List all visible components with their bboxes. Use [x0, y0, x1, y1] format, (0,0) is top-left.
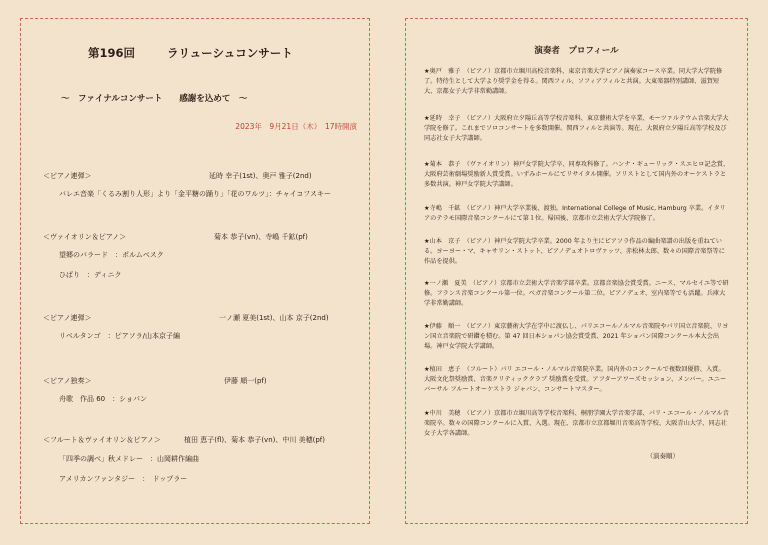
item-performers: 伊藤 順一(pf) — [224, 377, 267, 385]
closing-note: （演奏順） — [646, 452, 679, 460]
profile-entry: ★植田 恵子 （フルート）パリ エコール・ノルマル音楽院卒業。国内外のコンクールで複数回優勝、入賞。大阪文化祭奨励賞、音楽クリティッククラブ 奨励賞を受賞。アフターアワーズセッション、メンバー。ユニーバーサル フルートオーケストラ ジャパン、コンサートマスター。 — [424, 366, 727, 394]
item-performers: 一ノ瀬 夏美(1st)、山本 京子(2nd) — [219, 314, 329, 322]
item-performers: 延時 幸子(1st)、奥戸 雅子(2nd) — [209, 172, 312, 180]
item-piece: 舟歌 作品 60 ：ショパン — [59, 395, 147, 403]
item-piece: 「四季の調べ」秋メドレー ：山岡耕作編曲 — [59, 455, 199, 463]
item-piece: バレエ音楽「くるみ割り人形」より「金平糖の踊り」「花のワルツ」：チャイコフスキー — [59, 190, 332, 198]
subtitle: ～ ファイナルコンサート 感謝を込めて ～ — [61, 94, 248, 104]
item-heading: ＜ヴァイオリン＆ピアノ＞ — [43, 233, 127, 241]
profile-heading: 演奏者 プロフィール — [534, 46, 619, 56]
item-piece: アメリカンファンタジー ： ドップラー — [59, 475, 188, 483]
item-heading: ＜ピアノ独奏＞ — [43, 377, 92, 385]
edition: 第196回 — [88, 46, 136, 60]
program-panel — [20, 18, 370, 524]
item-piece: ひばり ：ディニク — [59, 271, 122, 279]
profile-entry: ★中川 美穂 （ピアノ）京都市立堀川高等学校音楽科、桐朋学園大学音楽学部、パリ・エコール・ノルマル音楽院卒。数々の国際コンクールに入賞、入選。現在、京都市立京都堀川音楽高等学校、大阪青山大学、同志社女子大学各講師。 — [424, 410, 729, 438]
profile-entry: ★菊本 恭子 （ヴァイオリン）神戸女学院大学卒、同専攻科修了。ハンナ・ギューリック・スエヒロ記念賞、大阪府芸術劇場奨励新人賞受賞。いずみホールにてリサイタル開催。ソリストとして国内外のオーケストラと多数共演。神戸女学院大学講師。 — [424, 161, 730, 189]
item-heading: ＜フルート＆ヴァイオリン＆ピアノ＞ — [43, 436, 161, 444]
item-heading: ＜ピアノ連弾＞ — [43, 314, 92, 322]
item-performers: 植田 恵子(fl)、菊本 恭子(vn)、中川 美穂(pf) — [184, 436, 325, 444]
title: ラリューシュコンサート — [167, 46, 293, 60]
concert-title — [88, 45, 293, 61]
profile-entry: ★一ノ瀬 夏美 （ピアノ）京都市立芸術大学音楽学部卒業。京都音楽協会賞受賞。ニース、マルセイユ等で研修。フランス音楽コンクール第一位。ベガ音楽コンクール第二位。ピアノデュオ、室内楽等でも活躍。兵庫大学非常勤講師。 — [424, 280, 729, 308]
item-piece: 望郷のバラード ：ポルムベスク — [59, 251, 164, 259]
profile-entry: ★寺嶋 千鉱 （ピアノ）神戸大学卒業後、渡独。International College of Music, Hamburg 卒業。イタリアのテラモ国際音楽コンクールにて第１位。帰国後、京都市立芸術大学大学院修了。 — [424, 205, 726, 223]
concert-date: 2023年 9月21日（木） 17時開演 — [235, 122, 357, 131]
item-heading: ＜ピアノ連弾＞ — [43, 172, 92, 180]
item-piece: リベルタンゴ ：ピアソラ/山本京子編 — [59, 332, 180, 340]
profile-entry: ★伊藤 順一 （ピアノ）東京藝術大学在学中に渡仏し、パリエコールノルマル音楽院やパリ国立音楽院、リヨン国立音楽院で研鑽を積む。第 47 回日本ショパン協会賞受賞、2021 年ショパン国際コンクール本大会出場。神戸女学院大学講師。 — [424, 323, 729, 351]
profile-entry: ★奥戸 雅子 （ピアノ）京都市立堀川高校音楽科、東京音楽大学ピアノ演奏家コース卒業。同大学大学院修了。特待生として大学より奨学金を得る。関西フィル、ソフィアフィルと共演。大東楽器特別講師、滋賀短大、京都女子大学非常勤講師。 — [424, 68, 723, 96]
profile-panel — [405, 18, 748, 524]
item-performers: 菊本 恭子(vn)、寺嶋 千鉱(pf) — [214, 233, 308, 241]
profile-entry: ★山本 京子 （ピアノ）神戸女学院大学卒業。2000 年より主にピアソラ作品の編曲楽譜の出版を重ねている。ヨーヨー・マ、キャサリン・ストット、ピアノデュオトロヴァッツ、赤松林太郎、数々の国際音楽祭等に作品を提供。 — [424, 238, 725, 266]
profile-entry: ★延時 幸子 （ピアノ）大阪府立夕陽丘高等学校音楽科、東京藝術大学を卒業、モーツァルテウム音楽大学大学院を修了。これまでソロコンサートを多数開催。関西フィルと共演等。現在、大阪府立夕陽丘高等学校及び同志社女子大学講師。 — [424, 115, 729, 143]
